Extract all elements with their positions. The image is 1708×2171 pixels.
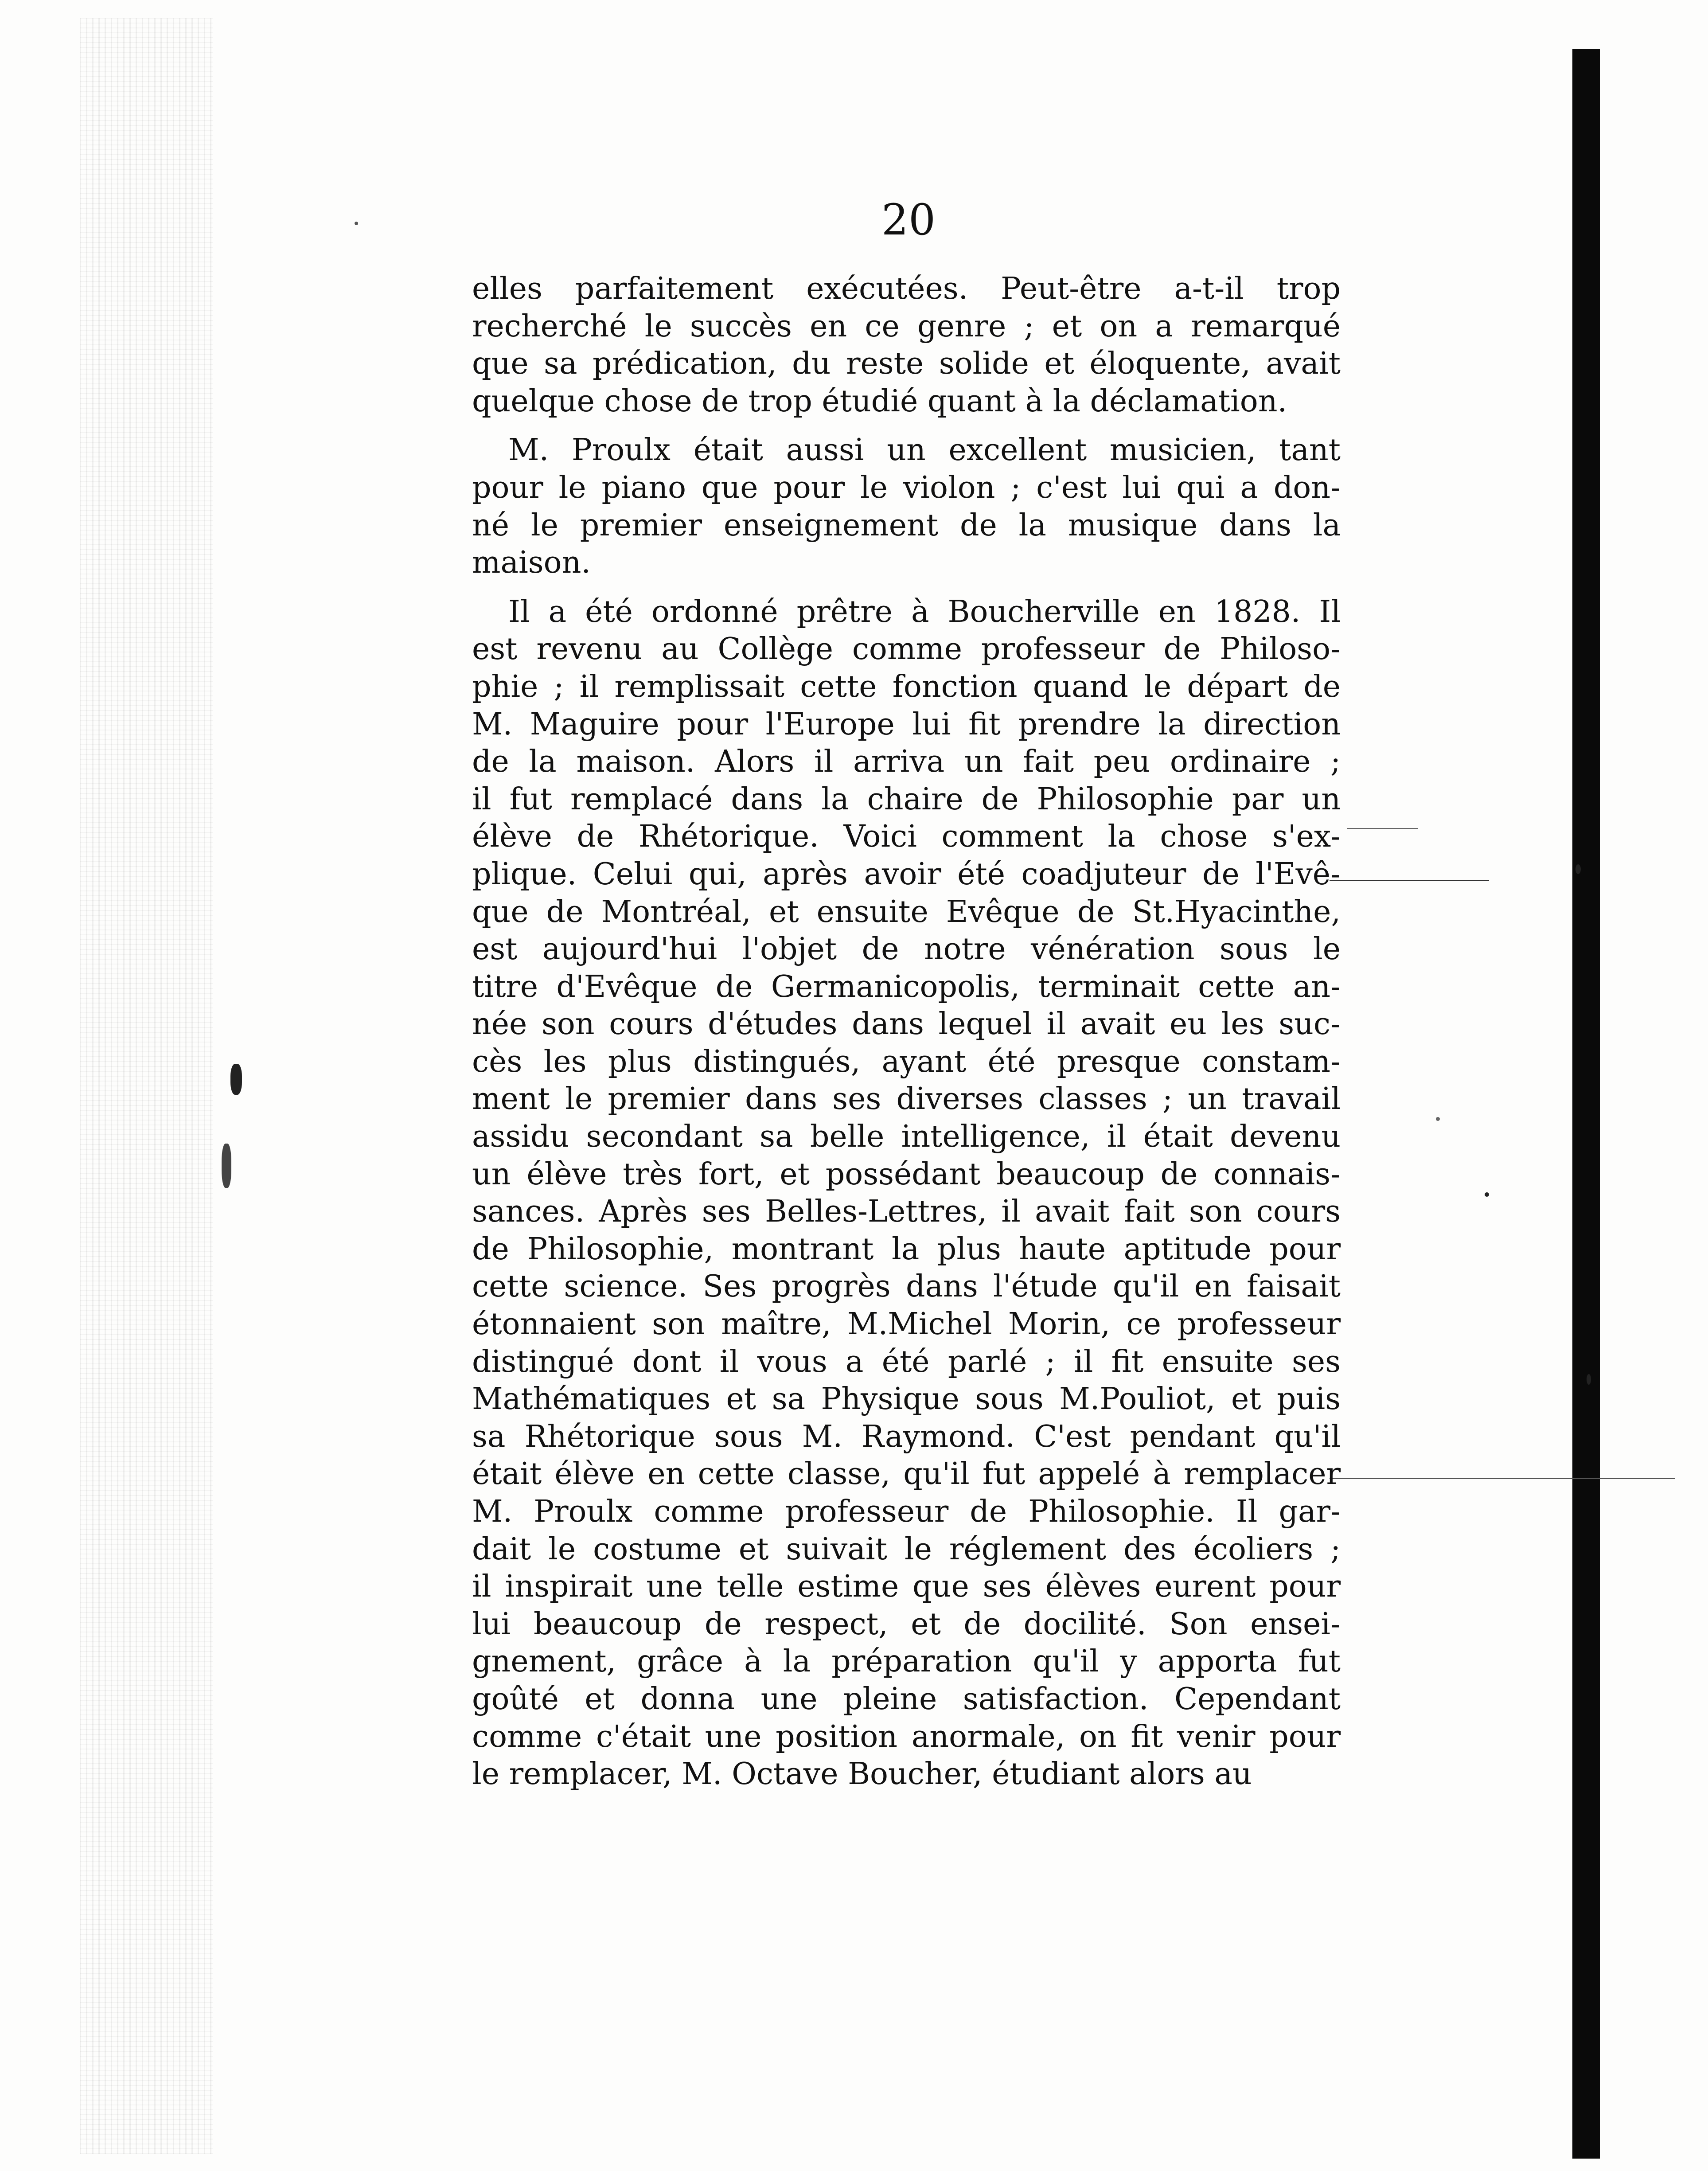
- text-line: Il a été ordonné prêtre à Boucherville en 1828. Il: [508, 594, 1341, 629]
- speck: [222, 1144, 231, 1188]
- text-line: goûté et donna une pleine satisfaction. Cependant: [472, 1681, 1341, 1717]
- text-line: de Philosophie, montrant la plus haute aptitude pour: [472, 1231, 1341, 1267]
- speck: [230, 1064, 242, 1095]
- text-line: Mathématiques et sa Physique sous M.Pouliot, et puis: [472, 1382, 1341, 1417]
- paragraph: [472, 270, 1341, 420]
- text-line: né le premier enseignement de la musique dans la: [472, 508, 1341, 543]
- text-line: un élève très fort, et possédant beaucoup de connais-: [472, 1156, 1341, 1192]
- text-line: était élève en cette classe, qu'il fut appelé à remplacer: [472, 1456, 1341, 1492]
- text-line: comme c'était une position anormale, on fit venir pour: [472, 1719, 1341, 1754]
- scan-edge-bar: [1572, 49, 1600, 2159]
- speck: [355, 222, 358, 225]
- text-line: lui beaucoup de respect, et de docilité. Son ensei-: [472, 1606, 1341, 1642]
- text-line: gnement, grâce à la préparation qu'il y apporta fut: [472, 1644, 1341, 1679]
- text-line: il inspirait une telle estime que ses élèves eurent pour: [472, 1569, 1341, 1605]
- text-line: née son cours d'études dans lequel il avait eu les suc-: [472, 1007, 1341, 1042]
- text-line: maison.: [472, 545, 591, 581]
- paragraph: [472, 594, 1341, 1793]
- text-line: dait le costume et suivait le réglement des écoliers ;: [472, 1531, 1341, 1567]
- text-line: que sa prédication, du reste solide et éloquente, avait: [472, 346, 1341, 382]
- speck: [1575, 864, 1581, 874]
- text-line: assidu secondant sa belle intelligence, il était devenu: [472, 1119, 1341, 1155]
- scan-streak: [1347, 828, 1418, 829]
- text-line: ment le premier dans ses diverses classes ; un travail: [472, 1082, 1341, 1117]
- text-line: cès les plus distingués, ayant été presque constam-: [472, 1044, 1341, 1079]
- text-line: sances. Après ses Belles-Lettres, il avait fait son cours: [472, 1194, 1341, 1230]
- text-line: est revenu au Collège comme professeur de Philoso-: [472, 632, 1341, 667]
- speck: [1436, 1117, 1440, 1121]
- text-line: le remplacer, M. Octave Boucher, étudiant alors au: [472, 1757, 1252, 1792]
- text-line: élève de Rhétorique. Voici comment la chose s'ex-: [472, 819, 1341, 855]
- text-line: M. Maguire pour l'Europe lui fit prendre la direction: [472, 707, 1341, 742]
- speck: [1587, 1374, 1591, 1385]
- text-line: elles parfaitement exécutées. Peut-être a-t-il trop: [472, 271, 1341, 306]
- text-line: phie ; il remplissait cette fonction quand le départ de: [472, 669, 1341, 704]
- text-line: recherché le succès en ce genre ; et on a remarqué: [472, 308, 1341, 344]
- text-line: plique. Celui qui, après avoir été coadjuteur de l'Evê-: [472, 856, 1341, 892]
- text-line: quelque chose de trop étudié quant à la déclamation.: [472, 383, 1287, 419]
- body-text: [472, 270, 1341, 1805]
- text-line: sa Rhétorique sous M. Raymond. C'est pendant qu'il: [472, 1419, 1341, 1454]
- speck: [1485, 1192, 1489, 1197]
- text-line: distingué dont il vous a été parlé ; il fit ensuite ses: [472, 1344, 1341, 1379]
- scan-streak: [1330, 1478, 1675, 1479]
- text-line: de la maison. Alors il arriva un fait peu ordinaire ;: [472, 744, 1341, 780]
- text-line: M. Proulx comme professeur de Philosophie. Il gar-: [472, 1494, 1341, 1529]
- paragraph: [472, 432, 1341, 582]
- page-number: 20: [881, 195, 936, 245]
- text-line: est aujourd'hui l'objet de notre vénération sous le: [472, 932, 1341, 967]
- text-line: titre d'Evêque de Germanicopolis, terminait cette an-: [472, 969, 1341, 1004]
- text-line: M. Proulx était aussi un excellent musicien, tant: [508, 433, 1341, 468]
- binding-edge-noise: [80, 18, 213, 2154]
- text-line: il fut remplacé dans la chaire de Philosophie par un: [472, 781, 1341, 817]
- text-line: pour le piano que pour le violon ; c'est lui qui a don-: [472, 470, 1341, 505]
- text-line: que de Montréal, et ensuite Evêque de St.Hyacinthe,: [472, 894, 1341, 929]
- text-line: étonnaient son maître, M.Michel Morin, ce professeur: [472, 1307, 1341, 1342]
- text-line: cette science. Ses progrès dans l'étude qu'il en faisait: [472, 1269, 1341, 1304]
- scan-streak: [1330, 880, 1489, 881]
